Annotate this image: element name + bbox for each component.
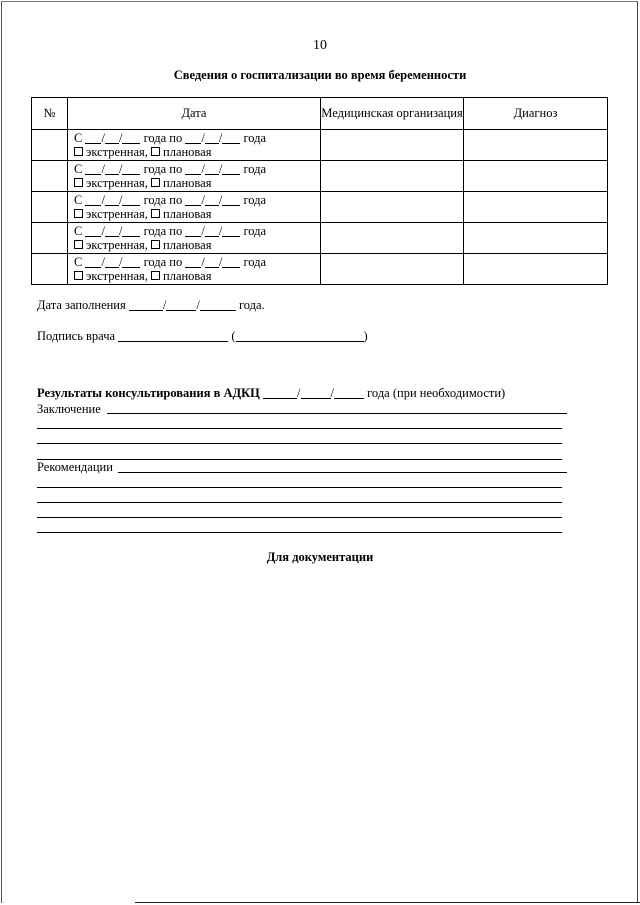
fill-date-suffix: года. (238, 298, 265, 312)
planned-label: плановая (163, 176, 212, 190)
from-month-field[interactable] (105, 256, 119, 268)
to-day-field[interactable] (185, 225, 201, 237)
year-word: года (243, 131, 267, 145)
fill-day-field[interactable] (129, 299, 163, 311)
emergency-checkbox[interactable] (74, 147, 83, 156)
diagnosis-cell[interactable] (464, 130, 608, 161)
date-separator: / (118, 255, 123, 269)
paren-close: ) (363, 329, 368, 343)
row-number[interactable] (32, 254, 68, 285)
from-label: С (74, 224, 83, 238)
diagnosis-cell[interactable] (464, 192, 608, 223)
date-separator: / (196, 298, 200, 312)
date-cell (68, 161, 321, 192)
date-range (74, 224, 320, 238)
date-range (74, 162, 320, 176)
admission-type (74, 207, 320, 221)
to-month-field[interactable] (205, 194, 219, 206)
to-year-field[interactable] (222, 194, 240, 206)
signature-label: Подпись врача (37, 329, 116, 343)
date-separator: / (118, 131, 123, 145)
date-separator: / (118, 193, 123, 207)
conclusion-line[interactable] (37, 443, 562, 444)
from-month-field[interactable] (105, 163, 119, 175)
from-month-field[interactable] (105, 132, 119, 144)
to-day-field[interactable] (185, 256, 201, 268)
conclusion-line[interactable] (37, 428, 562, 429)
date-separator: / (162, 298, 167, 312)
table-row (32, 223, 608, 254)
header-organization: Медицинская организация (321, 98, 464, 130)
planned-checkbox[interactable] (151, 147, 160, 156)
date-range (74, 193, 320, 207)
admission-type (74, 176, 320, 190)
year-word: года (243, 224, 267, 238)
emergency-label: экстренная, (86, 176, 148, 190)
page-number: 10 (313, 38, 327, 53)
emergency-checkbox[interactable] (74, 178, 83, 187)
recommendations-line[interactable] (37, 517, 562, 518)
to-year-field[interactable] (222, 256, 240, 268)
consult-line (37, 386, 505, 401)
table-row (32, 254, 608, 285)
emergency-label: экстренная, (86, 238, 148, 252)
to-day-field[interactable] (185, 163, 201, 175)
table-row (32, 192, 608, 223)
date-cell (68, 254, 321, 285)
date-range (74, 255, 320, 269)
from-year-field[interactable] (122, 132, 140, 144)
signature-line (37, 329, 368, 344)
from-label: С (74, 255, 83, 269)
table-row (32, 130, 608, 161)
to-year-field[interactable] (222, 225, 240, 237)
organization-cell[interactable] (321, 223, 464, 254)
to-year-field[interactable] (222, 132, 240, 144)
from-day-field[interactable] (85, 256, 101, 268)
header-num: № (32, 98, 68, 130)
date-separator: / (101, 131, 105, 145)
date-separator: / (297, 386, 301, 400)
to-day-field[interactable] (185, 132, 201, 144)
consult-month-field[interactable] (301, 387, 331, 399)
from-year-field[interactable] (122, 194, 140, 206)
diagnosis-cell[interactable] (464, 223, 608, 254)
section-title: Сведения о госпитализации во время беременности (173, 68, 467, 82)
recommendations-field[interactable] (118, 472, 567, 473)
date-separator: / (201, 162, 205, 176)
recommendations-line[interactable] (37, 532, 562, 533)
date-cell (68, 192, 321, 223)
emergency-label: экстренная, (86, 207, 148, 221)
from-label: С (74, 131, 83, 145)
to-month-field[interactable] (205, 163, 219, 175)
planned-label: плановая (163, 269, 212, 283)
signature-name-field[interactable] (236, 330, 364, 342)
planned-label: плановая (163, 145, 212, 159)
header-date: Дата (68, 98, 321, 130)
to-month-field[interactable] (205, 132, 219, 144)
signature-field[interactable] (118, 330, 228, 342)
to-label: года по (143, 224, 183, 238)
admission-type (74, 145, 320, 159)
consult-day-field[interactable] (263, 387, 297, 399)
page-bottom-rule (135, 902, 640, 903)
to-day-field[interactable] (185, 194, 201, 206)
to-label: года по (143, 162, 183, 176)
planned-checkbox[interactable] (151, 240, 160, 249)
from-year-field[interactable] (122, 163, 140, 175)
from-month-field[interactable] (105, 225, 119, 237)
hospitalization-table (31, 97, 608, 285)
to-label: года по (143, 255, 183, 269)
from-year-field[interactable] (122, 256, 140, 268)
date-range (74, 131, 320, 145)
from-month-field[interactable] (105, 194, 119, 206)
to-month-field[interactable] (205, 225, 219, 237)
for-documentation-heading: Для документации (266, 550, 374, 564)
table-row (32, 161, 608, 192)
recommendations-line[interactable] (37, 487, 562, 488)
conclusion-field[interactable] (107, 413, 567, 414)
row-number[interactable] (32, 192, 68, 223)
date-separator: / (201, 193, 205, 207)
date-separator: / (101, 224, 105, 238)
organization-cell[interactable] (321, 254, 464, 285)
year-word: года (243, 193, 267, 207)
planned-checkbox[interactable] (151, 271, 160, 280)
from-day-field[interactable] (85, 132, 101, 144)
recommendations-label: Рекомендации (37, 460, 113, 474)
date-separator: / (201, 255, 205, 269)
year-word: года (243, 255, 267, 269)
date-separator: / (201, 131, 205, 145)
date-separator: / (101, 193, 105, 207)
year-word: года (243, 162, 267, 176)
emergency-checkbox[interactable] (74, 240, 83, 249)
date-separator: / (218, 255, 223, 269)
header-diagnosis: Диагноз (464, 98, 608, 130)
organization-cell[interactable] (321, 192, 464, 223)
date-separator: / (218, 224, 223, 238)
date-separator: / (218, 193, 223, 207)
to-year-field[interactable] (222, 163, 240, 175)
diagnosis-cell[interactable] (464, 161, 608, 192)
row-number[interactable] (32, 223, 68, 254)
fill-year-field[interactable] (200, 299, 236, 311)
date-cell (68, 130, 321, 161)
emergency-checkbox[interactable] (74, 271, 83, 280)
from-label: С (74, 162, 83, 176)
fill-date-line (37, 298, 265, 313)
conclusion-label: Заключение (37, 402, 101, 416)
emergency-label: экстренная, (86, 269, 148, 283)
from-day-field[interactable] (85, 163, 101, 175)
paren-open: ( (231, 329, 236, 343)
date-separator: / (118, 162, 123, 176)
row-number[interactable] (32, 161, 68, 192)
date-separator: / (118, 224, 123, 238)
row-number[interactable] (32, 130, 68, 161)
consult-title: Результаты консультирования в АДКЦ (37, 386, 260, 400)
consult-suffix: года (при необходимости) (367, 386, 506, 400)
consult-year-field[interactable] (334, 387, 364, 399)
date-separator: / (101, 162, 105, 176)
date-separator: / (101, 255, 105, 269)
planned-label: плановая (163, 238, 212, 252)
planned-label: плановая (163, 207, 212, 221)
to-label: года по (143, 193, 183, 207)
to-label: года по (143, 131, 183, 145)
recommendations-line[interactable] (37, 502, 562, 503)
emergency-checkbox[interactable] (74, 209, 83, 218)
diagnosis-cell[interactable] (464, 254, 608, 285)
date-separator: / (201, 224, 205, 238)
emergency-label: экстренная, (86, 145, 148, 159)
to-month-field[interactable] (205, 256, 219, 268)
organization-cell[interactable] (321, 161, 464, 192)
date-cell (68, 223, 321, 254)
date-separator: / (218, 162, 223, 176)
admission-type (74, 269, 320, 283)
from-day-field[interactable] (85, 225, 101, 237)
from-year-field[interactable] (122, 225, 140, 237)
fill-date-label: Дата заполнения (37, 298, 126, 312)
organization-cell[interactable] (321, 130, 464, 161)
from-label: С (74, 193, 83, 207)
admission-type (74, 238, 320, 252)
conclusion-line[interactable] (37, 459, 562, 460)
from-day-field[interactable] (85, 194, 101, 206)
date-separator: / (218, 131, 223, 145)
planned-checkbox[interactable] (151, 209, 160, 218)
date-separator: / (330, 386, 334, 400)
planned-checkbox[interactable] (151, 178, 160, 187)
fill-month-field[interactable] (166, 299, 196, 311)
